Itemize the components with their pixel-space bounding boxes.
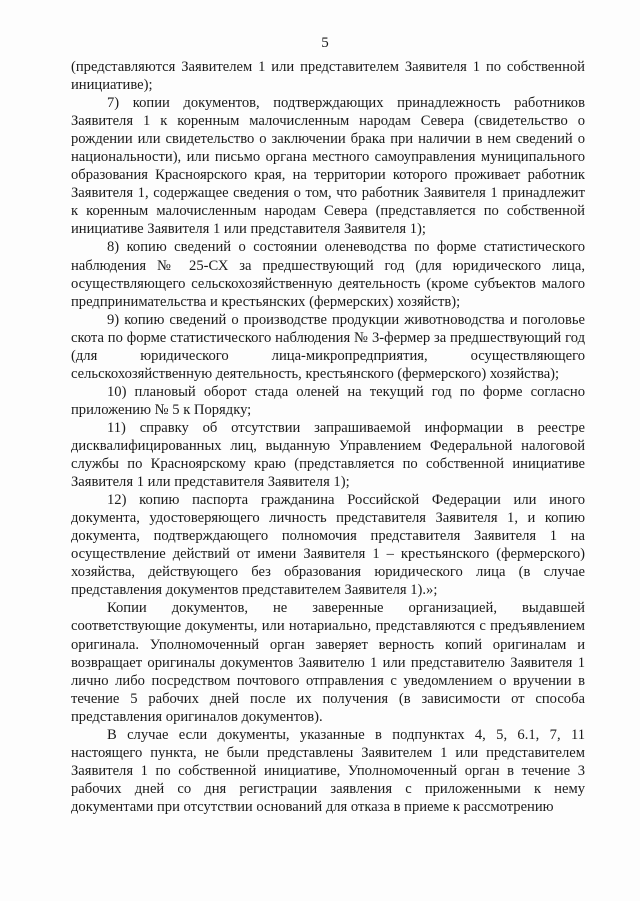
paragraph-item-9: 9) копию сведений о производстве продукции животноводства и поголовье скота по форме статистического наблюдения № 3-фермер за предшествующий год (для юридического лица-микропредприятия, осуществляющего сельскохозяйственную деятельность, крестьянского (фермерского) хозяйства); xyxy=(71,311,585,382)
document-body xyxy=(71,58,585,816)
paragraph-item-10: 10) плановый оборот стада оленей на текущий год по форме согласно приложению № 5 к Порядку; xyxy=(71,383,585,418)
paragraph-item-11: 11) справку об отсутствии запрашиваемой информации в реестре дисквалифицированных лиц, выданную Управлением Федеральной налоговой службы по Красноярскому краю (представляется по собственной инициативе Заявителя 1 или представителя Заявителя 1); xyxy=(71,419,585,491)
paragraph-item-8: 8) копию сведений о состоянии оленеводства по форме статистического наблюдения № 25-СХ за предшествующий год (для юридического лица, осуществляющего сельскохозяйственную деятельность (кроме субъектов малого предпринимательства и крестьянских (фермерских) хозяйств); xyxy=(71,239,585,310)
paragraph-copies: Копии документов, не заверенные организацией, выдавшей соответствующие документы, или нотариально, представляются с предъявлением оригинала. Уполномоченный орган заверяет верность копий оригиналам и возвращает оригиналы документов Заявителю 1 или представителю Заявителя 1 лично либо посредством почтового отправления с уведомлением о вручении в течение 5 рабочих дней после их получения (в зависимости от способа представления оригиналов документов). xyxy=(71,600,585,725)
paragraph-if-not-provided: В случае если документы, указанные в подпунктах 4, 5, 6.1, 7, 11 настоящего пункта, не были представлены Заявителем 1 или представителем Заявителя 1 по собственной инициативе, Уполномоченный орган в течение 3 рабочих дней со дня регистрации заявления с приложенными к нему документами при отсутствии оснований для отказа в приеме к рассмотрению xyxy=(71,726,585,815)
paragraph-item-7: 7) копии документов, подтверждающих принадлежность работников Заявителя 1 к коренным малочисленным народам Севера (свидетельство о рождении или свидетельство о заключении брака при наличии в нем сведений о национальности), или письмо органа местного самоуправления муниципального образования Красноярского края, на территории которого проживает работник Заявителя 1, содержащее сведения о том, что работник Заявителя 1 принадлежит к коренным малочисленным народам Севера (представляется по собственной инициативе Заявителя 1 или представителя Заявителя 1); xyxy=(71,95,585,238)
paragraph-item-12: 12) копию паспорта гражданина Российской Федерации или иного документа, удостоверяющего личность представителя Заявителя 1, и копию документа, подтверждающего полномочия представителя Заявителя 1 на осуществление действий от имени Заявителя 1 – крестьянского (фермерского) хозяйства, действующего без образования юридического лица (в случае представления документов представителем Заявителя 1).»; xyxy=(71,492,585,599)
page-number: 5 xyxy=(321,35,329,51)
paragraph-continuation: (представляются Заявителем 1 или представителем Заявителя 1 по собственной инициативе); xyxy=(71,59,585,94)
